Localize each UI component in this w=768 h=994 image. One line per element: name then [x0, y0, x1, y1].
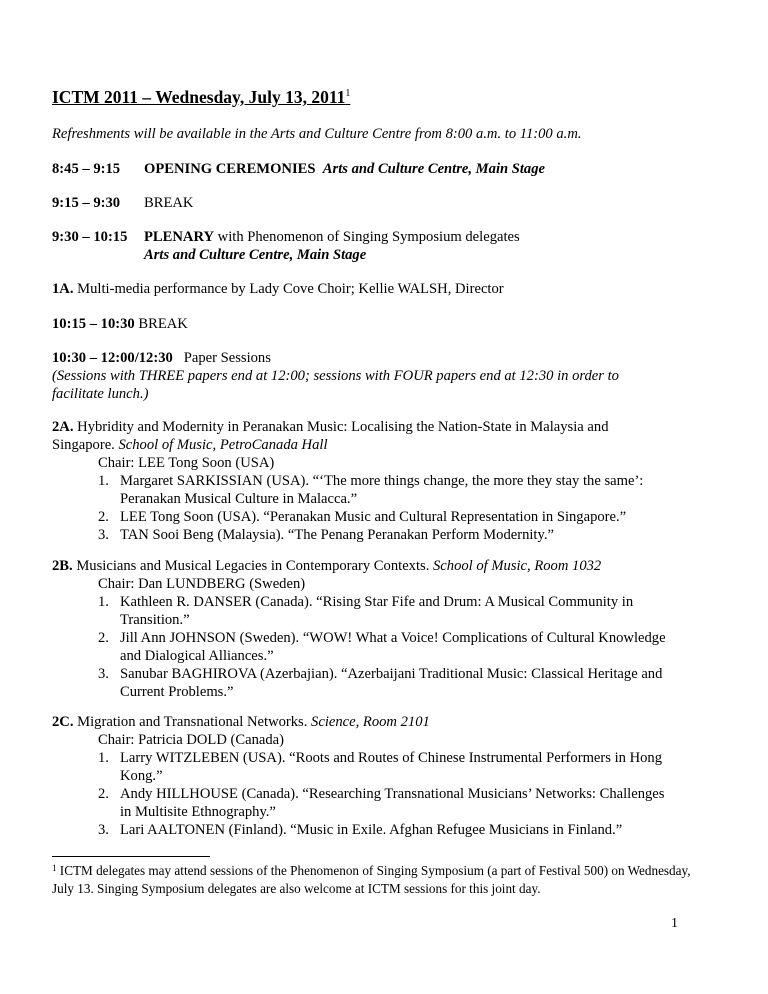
session-2c-venue: Science, Room 2101 — [311, 714, 430, 730]
opening-label: OPENING CEREMONIES — [144, 161, 316, 177]
list-item: 2. Jill Ann JOHNSON (Sweden). “WOW! What a Voice! Complications of Cultural Knowledge and Dialogical Alliances.” — [98, 630, 666, 664]
footnote-divider — [52, 856, 210, 857]
list-item: 1. Margaret SARKISSIAN (USA). “‘The more things change, the more they stay the same’: Peranakan Musical Culture in Malacca.” — [98, 473, 644, 507]
session-2c-code: 2C. — [52, 714, 74, 730]
list-item: 3. Sanubar BAGHIROVA (Azerbajian). “Azerbaijani Traditional Music: Classical Heritage and Current Problems.” — [98, 666, 663, 700]
page-title: ICTM 2011 – Wednesday, July 13, 2011$^1$ — [52, 87, 351, 107]
break2-row — [52, 315, 712, 333]
break2-label: BREAK — [134, 316, 188, 332]
session-1a-text: Multi-media performance by Lady Cove Choir; Kellie WALSH, Director — [73, 281, 504, 297]
footnote-number: 1 — [52, 863, 57, 873]
break1-row — [52, 194, 712, 212]
session-2b-chair: Chair: Dan LUNDBERG (Sweden) — [98, 576, 306, 592]
list-item: 1. Kathleen R. DANSER (Canada). “Rising Star Fife and Drum: A Musical Community in Transition.” — [98, 594, 634, 628]
session-2a-title: Hybridity and Modernity in Peranakan Music: Localising the Nation-State in Malaysia and Singapore. — [52, 419, 609, 453]
session-2b-code: 2B. — [52, 558, 73, 574]
session-2b — [52, 557, 666, 701]
break1-time: 9:15 – 9:30 — [52, 195, 121, 211]
list-item: 3. Lari AALTONEN (Finland). “Music in Exile. Afghan Refugee Musicians in Finland.” — [98, 822, 623, 838]
session-2b-title: Musicians and Musical Legacies in Contemporary Contexts. — [72, 558, 433, 574]
paper-sessions-block — [52, 349, 712, 403]
papers-time: 10:30 – 12:00/12:30 — [52, 350, 173, 366]
break2-time: 10:15 – 10:30 — [52, 316, 135, 332]
session-1a — [52, 280, 712, 298]
plenary-desc: with Phenomenon of Singing Symposium delegates — [214, 229, 520, 245]
plenary-time: 9:30 – 10:15 — [52, 229, 128, 245]
papers-label: Paper Sessions — [183, 350, 271, 366]
footnote-text: ICTM delegates may attend sessions of the Phenomenon of Singing Symposium (a part of Festival 500) on Wednesday, July 13. Singing Symposium delegates are also welcome at ICTM sessions for this joint day. — [52, 863, 691, 896]
footnote — [52, 862, 692, 897]
footnote-ref: 1 — [345, 88, 351, 99]
list-item: 2. LEE Tong Soon (USA). “Peranakan Music and Cultural Representation in Singapore.” — [98, 509, 627, 525]
session-2a-venue: School of Music, PetroCanada Hall — [118, 437, 328, 453]
opening-time: 8:45 – 9:15 — [52, 161, 121, 177]
list-item: 2. Andy HILLHOUSE (Canada). “Researching Transnational Musicians’ Networks: Challenges in Multisite Ethnography.” — [98, 786, 665, 820]
break1-label: BREAK — [144, 195, 194, 211]
session-2a-code: 2A. — [52, 419, 74, 435]
opening-row — [52, 160, 712, 178]
papers-note: (Sessions with THREE papers end at 12:00; sessions with FOUR papers end at 12:30 in order to facilitate lunch.) — [52, 368, 619, 402]
session-2a — [52, 418, 652, 544]
plenary-block — [52, 228, 712, 264]
plenary-label: PLENARY — [144, 229, 215, 245]
list-item: 3. TAN Sooi Beng (Malaysia). “The Penang Peranakan Perform Modernity.” — [98, 527, 554, 543]
session-2a-chair: Chair: LEE Tong Soon (USA) — [98, 455, 275, 471]
refreshments-note: Refreshments will be available in the Arts and Culture Centre from 8:00 a.m. to 11:00 a.m. — [52, 126, 582, 142]
plenary-venue: Arts and Culture Centre, Main Stage — [144, 247, 367, 263]
page-number: 1 — [671, 916, 678, 931]
opening-venue: Arts and Culture Centre, Main Stage — [322, 161, 546, 177]
session-2c-chair: Chair: Patricia DOLD (Canada) — [98, 732, 285, 748]
session-2b-venue: School of Music, Room 1032 — [433, 558, 602, 574]
list-item: 1. Larry WITZLEBEN (USA). “Roots and Routes of Chinese Instrumental Performers in Hong Kong.” — [98, 750, 663, 784]
session-2c — [52, 713, 665, 839]
session-1a-code: 1A. — [52, 281, 74, 297]
session-2c-title: Migration and Transnational Networks. — [73, 714, 312, 730]
